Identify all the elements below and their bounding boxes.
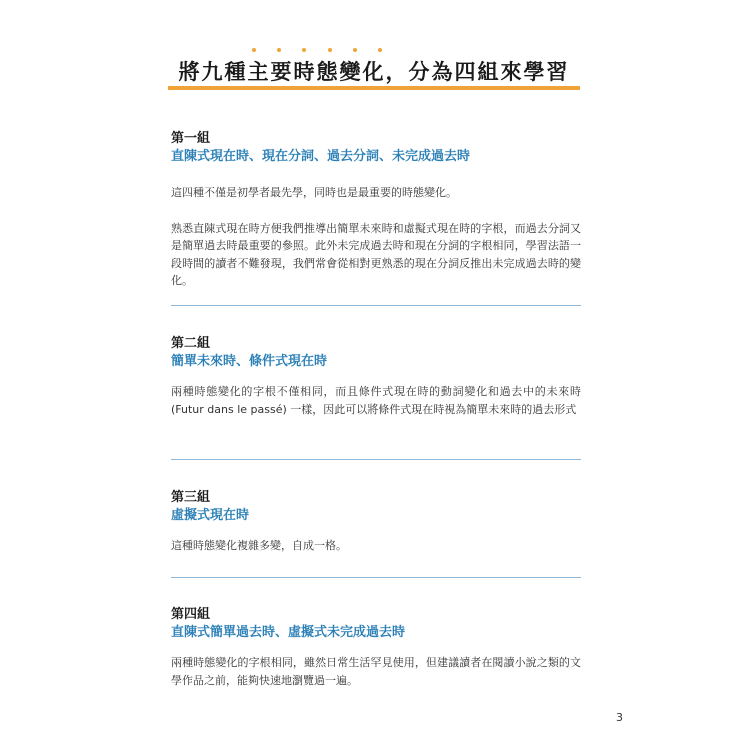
paragraph: 熟悉直陳式現在時方便我們推導出簡單未來時和虛擬式現在時的字根，而過去分詞又是簡單過去時最重要的參照。此外未完成過去時和現在分詞的字根相同，學習法語一段時間的讀者不難發現，我們常會從相對更熟悉的現在分詞反推出未完成過去時的變化。: [171, 221, 581, 287]
emphasis-dot: [353, 48, 357, 52]
section-divider: [171, 305, 581, 306]
paragraph: 兩種時態變化的字根不僅相同，而且條件式現在時的動詞變化和過去中的未來時 (Futur dans le passé) 一樣，因此可以將條件式現在時視為簡單未來時的過去形式: [171, 385, 581, 416]
paragraph: 兩種時態變化的字根相同，雖然日常生活罕見使用，但建議讀者在閱讀小說之類的文學作品之前，能夠快速地瀏覽過一遍。: [171, 656, 581, 687]
group-subtitle: 直陳式簡單過去時、虛擬式未完成過去時: [171, 625, 406, 640]
section-divider: [171, 577, 581, 578]
group-3: [171, 489, 581, 555]
emphasis-dot: [252, 48, 256, 52]
emphasis-dot: [302, 48, 306, 52]
emphasis-dot: [328, 48, 332, 52]
group-label: 第二組: [171, 336, 211, 351]
title-underline: [168, 86, 580, 90]
group-label: 第四組: [171, 607, 211, 622]
group-label: 第一組: [171, 131, 211, 146]
emphasis-dot: [378, 48, 382, 52]
page-number: 3: [616, 711, 623, 724]
section-divider: [171, 459, 581, 460]
group-1: [171, 130, 581, 290]
group-4: [171, 606, 581, 689]
page-title: 將九種主要時態變化，分為四組來學習: [178, 60, 570, 84]
group-2: [171, 335, 581, 418]
paragraph: 這四種不僅是初學者最先學，同時也是最重要的時態變化。: [171, 186, 457, 199]
emphasis-dot: [277, 48, 281, 52]
group-subtitle: 簡單未來時、條件式現在時: [171, 354, 328, 369]
emphasis-dots: [252, 48, 382, 54]
paragraph: 這種時態變化複雜多變，自成一格。: [171, 539, 347, 552]
group-subtitle: 直陳式現在時、現在分詞、過去分詞、未完成過去時: [171, 149, 471, 164]
group-label: 第三組: [171, 490, 211, 505]
group-subtitle: 虛擬式現在時: [171, 508, 250, 523]
